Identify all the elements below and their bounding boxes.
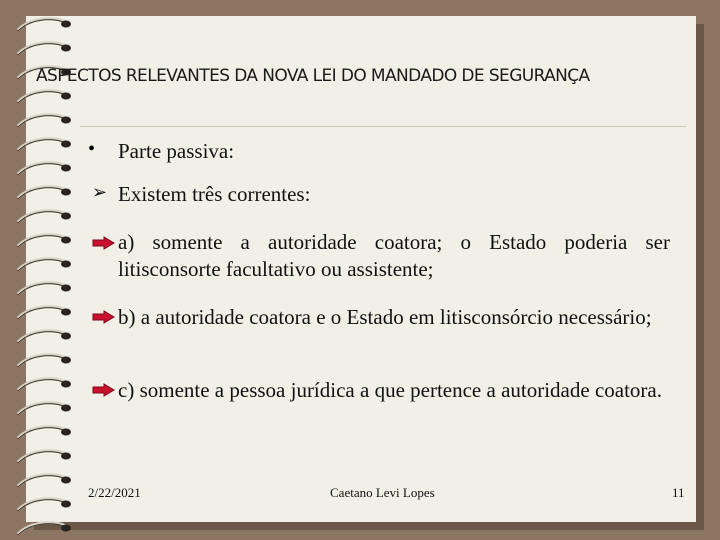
binding-hole <box>61 261 71 268</box>
bullet-parte-passiva: Parte passiva: <box>118 139 235 163</box>
binding-hole <box>61 189 71 196</box>
binding-hole <box>61 501 71 508</box>
spiral-ring-shadow <box>18 188 66 199</box>
binding-hole <box>61 285 71 292</box>
spiral-ring-shadow <box>18 452 66 463</box>
spiral-ring-shadow <box>18 236 66 247</box>
binding-hole <box>61 213 71 220</box>
spiral-ring-shadow <box>18 140 66 151</box>
binding-hole <box>61 477 71 484</box>
binding-hole <box>61 405 71 412</box>
spiral-ring-shadow <box>18 356 66 367</box>
spiral-ring-shadow <box>18 476 66 487</box>
binding-hole <box>61 117 71 124</box>
round-bullet-icon: • <box>88 138 96 160</box>
item-a: a) somente a autoridade coatora; o Estado poderia ser litisconsorte facultativo ou assistente; <box>118 230 670 281</box>
item-c: c) somente a pessoa jurídica a que pertence a autoridade coatora. <box>118 378 662 402</box>
footer-date: 2/22/2021 <box>88 485 141 500</box>
binding-hole <box>61 429 71 436</box>
footer-author: Caetano Levi Lopes <box>330 485 435 500</box>
binding-hole <box>61 21 71 28</box>
binding-hole <box>61 525 71 532</box>
spiral-ring-shadow <box>18 44 66 55</box>
spiral-ring-shadow <box>18 428 66 439</box>
arrow-bullet-icon: ➢ <box>92 182 108 203</box>
pointing-hand-icon <box>92 383 116 397</box>
bullet-existem-correntes: Existem três correntes: <box>118 182 311 206</box>
spiral-ring-shadow <box>18 20 66 31</box>
spiral-ring-shadow <box>18 260 66 271</box>
binding-hole <box>61 93 71 100</box>
spiral-ring-shadow <box>18 524 66 535</box>
slide-title: ASPECTOS RELEVANTES DA NOVA LEI DO MANDADO DE SEGURANÇA <box>36 66 590 86</box>
pointing-hand-icon <box>92 236 116 250</box>
spiral-ring-shadow <box>18 92 66 103</box>
item-b: b) a autoridade coatora e o Estado em litisconsórcio necessário; <box>118 305 652 329</box>
spiral-ring-shadow <box>18 164 66 175</box>
binding-hole <box>61 333 71 340</box>
spiral-ring-shadow <box>18 404 66 415</box>
binding-hole <box>61 309 71 316</box>
title-divider <box>80 126 686 127</box>
spiral-ring-shadow <box>18 308 66 319</box>
binding-hole <box>61 237 71 244</box>
binding-hole <box>61 381 71 388</box>
spiral-ring-shadow <box>18 284 66 295</box>
binding-hole <box>61 165 71 172</box>
binding-hole <box>61 357 71 364</box>
spiral-ring-shadow <box>18 380 66 391</box>
spiral-ring-shadow <box>18 332 66 343</box>
pointing-hand-icon <box>92 310 116 324</box>
binding-hole <box>61 453 71 460</box>
binding-hole <box>61 141 71 148</box>
binding-hole <box>61 45 71 52</box>
spiral-ring-shadow <box>18 500 66 511</box>
spiral-ring-shadow <box>18 116 66 127</box>
footer-page-number: 11 <box>672 485 685 500</box>
spiral-ring-shadow <box>18 212 66 223</box>
